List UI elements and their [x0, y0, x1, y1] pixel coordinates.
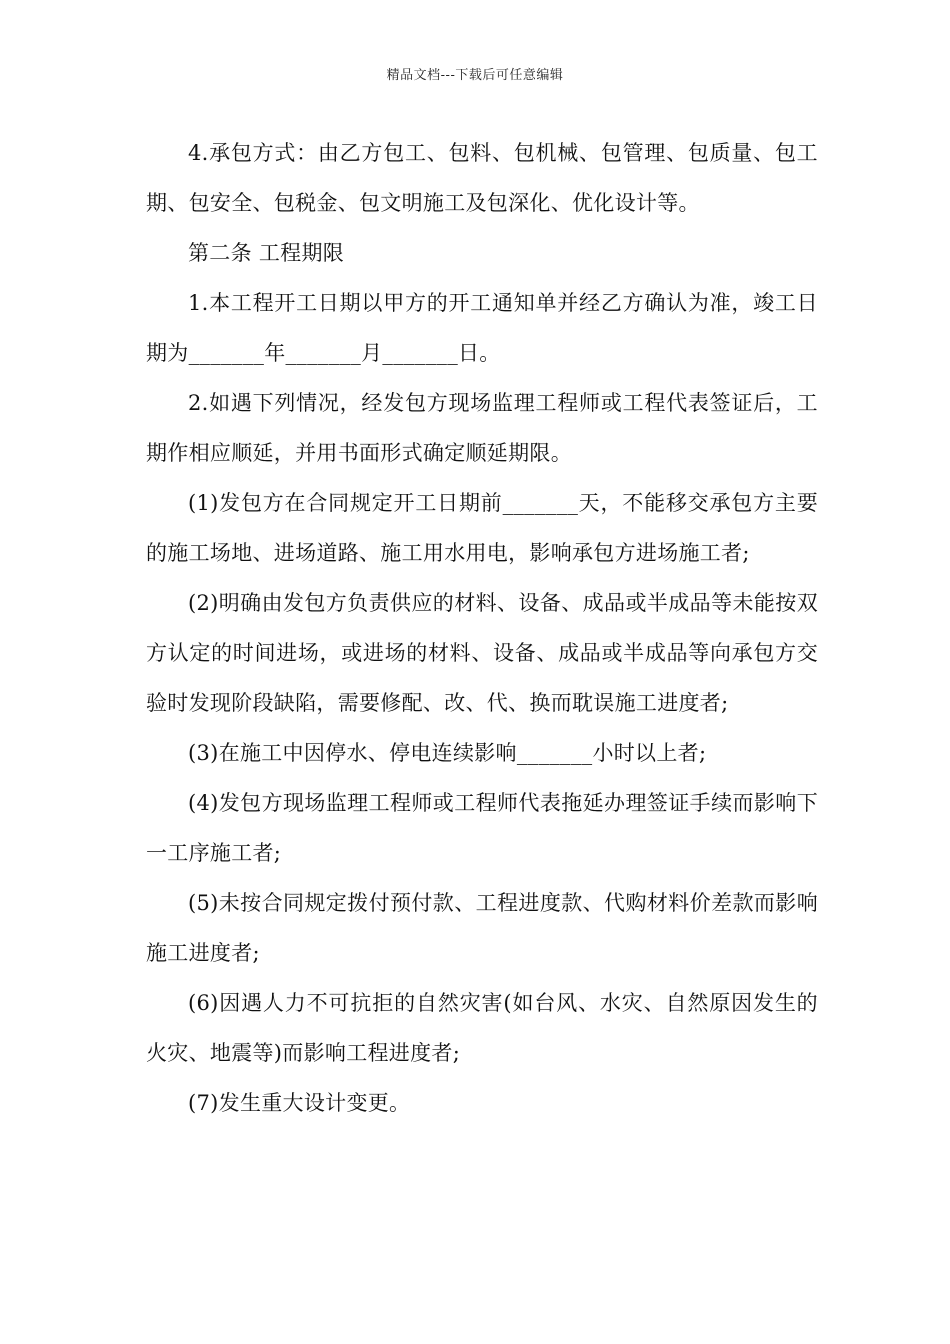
list-item-3: (3)在施工中因停水、停电连续影响_______小时以上者; — [188, 741, 707, 765]
paragraph-extension-conditions: 2.如遇下列情况，经发包方现场监理工程师或工程代表签证后，工期作相应顺延，并用书面形式确定顺延期限。 — [146, 391, 818, 465]
list-item-4: (4)发包方现场监理工程师或工程师代表拖延办理签证手续而影响下一工序施工者; — [146, 791, 818, 865]
paragraph-start-date: 1.本工程开工日期以甲方的开工通知单并经乙方确认为准，竣工日期为_______年_______月_______日。 — [146, 291, 818, 365]
list-item-1: (1)发包方在合同规定开工日期前_______天，不能移交承包方主要的施工场地、进场道路、施工用水用电，影响承包方进场施工者; — [146, 491, 818, 565]
list-item-6: (6)因遇人力不可抗拒的自然灾害(如台风、水灾、自然原因发生的火灾、地震等)而影响工程进度者; — [146, 991, 818, 1065]
paragraph-contract-method: 4.承包方式：由乙方包工、包料、包机械、包管理、包质量、包工期、包安全、包税金、包文明施工及包深化、优化设计等。 — [146, 141, 818, 215]
document-body — [146, 128, 818, 1128]
section-heading-article-2: 第二条 工程期限 — [188, 241, 345, 265]
list-item-2: (2)明确由发包方负责供应的材料、设备、成品或半成品等未能按双方认定的时间进场，或进场的材料、设备、成品或半成品等向承包方交验时发现阶段缺陷，需要修配、改、代、换而耽误施工进度者; — [146, 591, 818, 715]
list-item-7: (7)发生重大设计变更。 — [188, 1091, 411, 1115]
page-header: 精品文档---下载后可任意编辑 — [386, 68, 564, 83]
list-item-5: (5)未按合同规定拨付预付款、工程进度款、代购材料价差款而影响施工进度者; — [146, 891, 818, 965]
